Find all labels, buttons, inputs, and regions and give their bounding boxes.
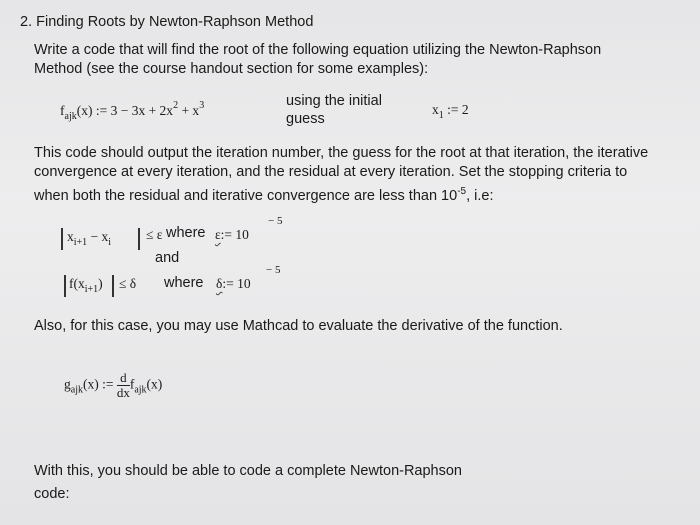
closing-line-2: code: [34, 486, 70, 502]
function-definition: $f_{ajk}(x)$ := $3 - 3x + 2x^2 + x^3$ [60, 100, 205, 122]
initial-guess-label: using the initial guess [286, 93, 382, 127]
output-line-2: convergence at every iteration, and the residual at every iteration. Set the stopping criteria to [34, 164, 628, 180]
closing-line-1: With this, you should be able to code a complete Newton-Raphson [34, 463, 462, 479]
residual-expr: $f(x_{i+1})$ [69, 276, 103, 295]
output-line-3: when both the residual and iterative convergence are less than $10^{-5}$, i.e: [34, 186, 494, 204]
derivative-definition: $g_{ajk}(x)$ := $\frac{d}{dx}$ $f_{ajk}(x)$ [64, 370, 163, 400]
output-line-1: This code should output the iteration number, the guess for the root at that iteration, the iterative [34, 145, 649, 161]
intro-line-2: Method (see the course handout section for some examples): [34, 61, 429, 77]
abs-bar-left [61, 228, 63, 250]
delta-bound: ≤ δ [119, 276, 137, 291]
and-label: and [155, 250, 180, 266]
residual-bar-left [64, 275, 66, 297]
crit2-where: where [164, 275, 204, 291]
iterative-convergence-expr: $x_{i+1} - x_i$ [67, 229, 112, 248]
initial-guess-value: $x_1$ := 2 [432, 102, 469, 121]
problem-heading: 2. Finding Roots by Newton-Raphson Method [20, 14, 314, 30]
epsilon-definition: ε:= 10 [215, 227, 249, 242]
intro-line-1: Write a code that will find the root of the following equation utilizing the Newton-Raphson [34, 42, 602, 58]
epsilon-exponent: − 5 [268, 215, 283, 227]
epsilon-bound: ≤ ε [146, 227, 163, 242]
mathcad-note: Also, for this case, you may use Mathcad to evaluate the derivative of the function. [34, 318, 563, 334]
abs-bar-right [138, 228, 140, 250]
derivative-operator: $\frac{d}{dx}$ [116, 370, 130, 400]
delta-exponent: − 5 [266, 264, 281, 276]
delta-definition: δ:= 10 [216, 276, 251, 291]
crit1-where: where [166, 225, 206, 241]
residual-bar-right [112, 275, 114, 297]
